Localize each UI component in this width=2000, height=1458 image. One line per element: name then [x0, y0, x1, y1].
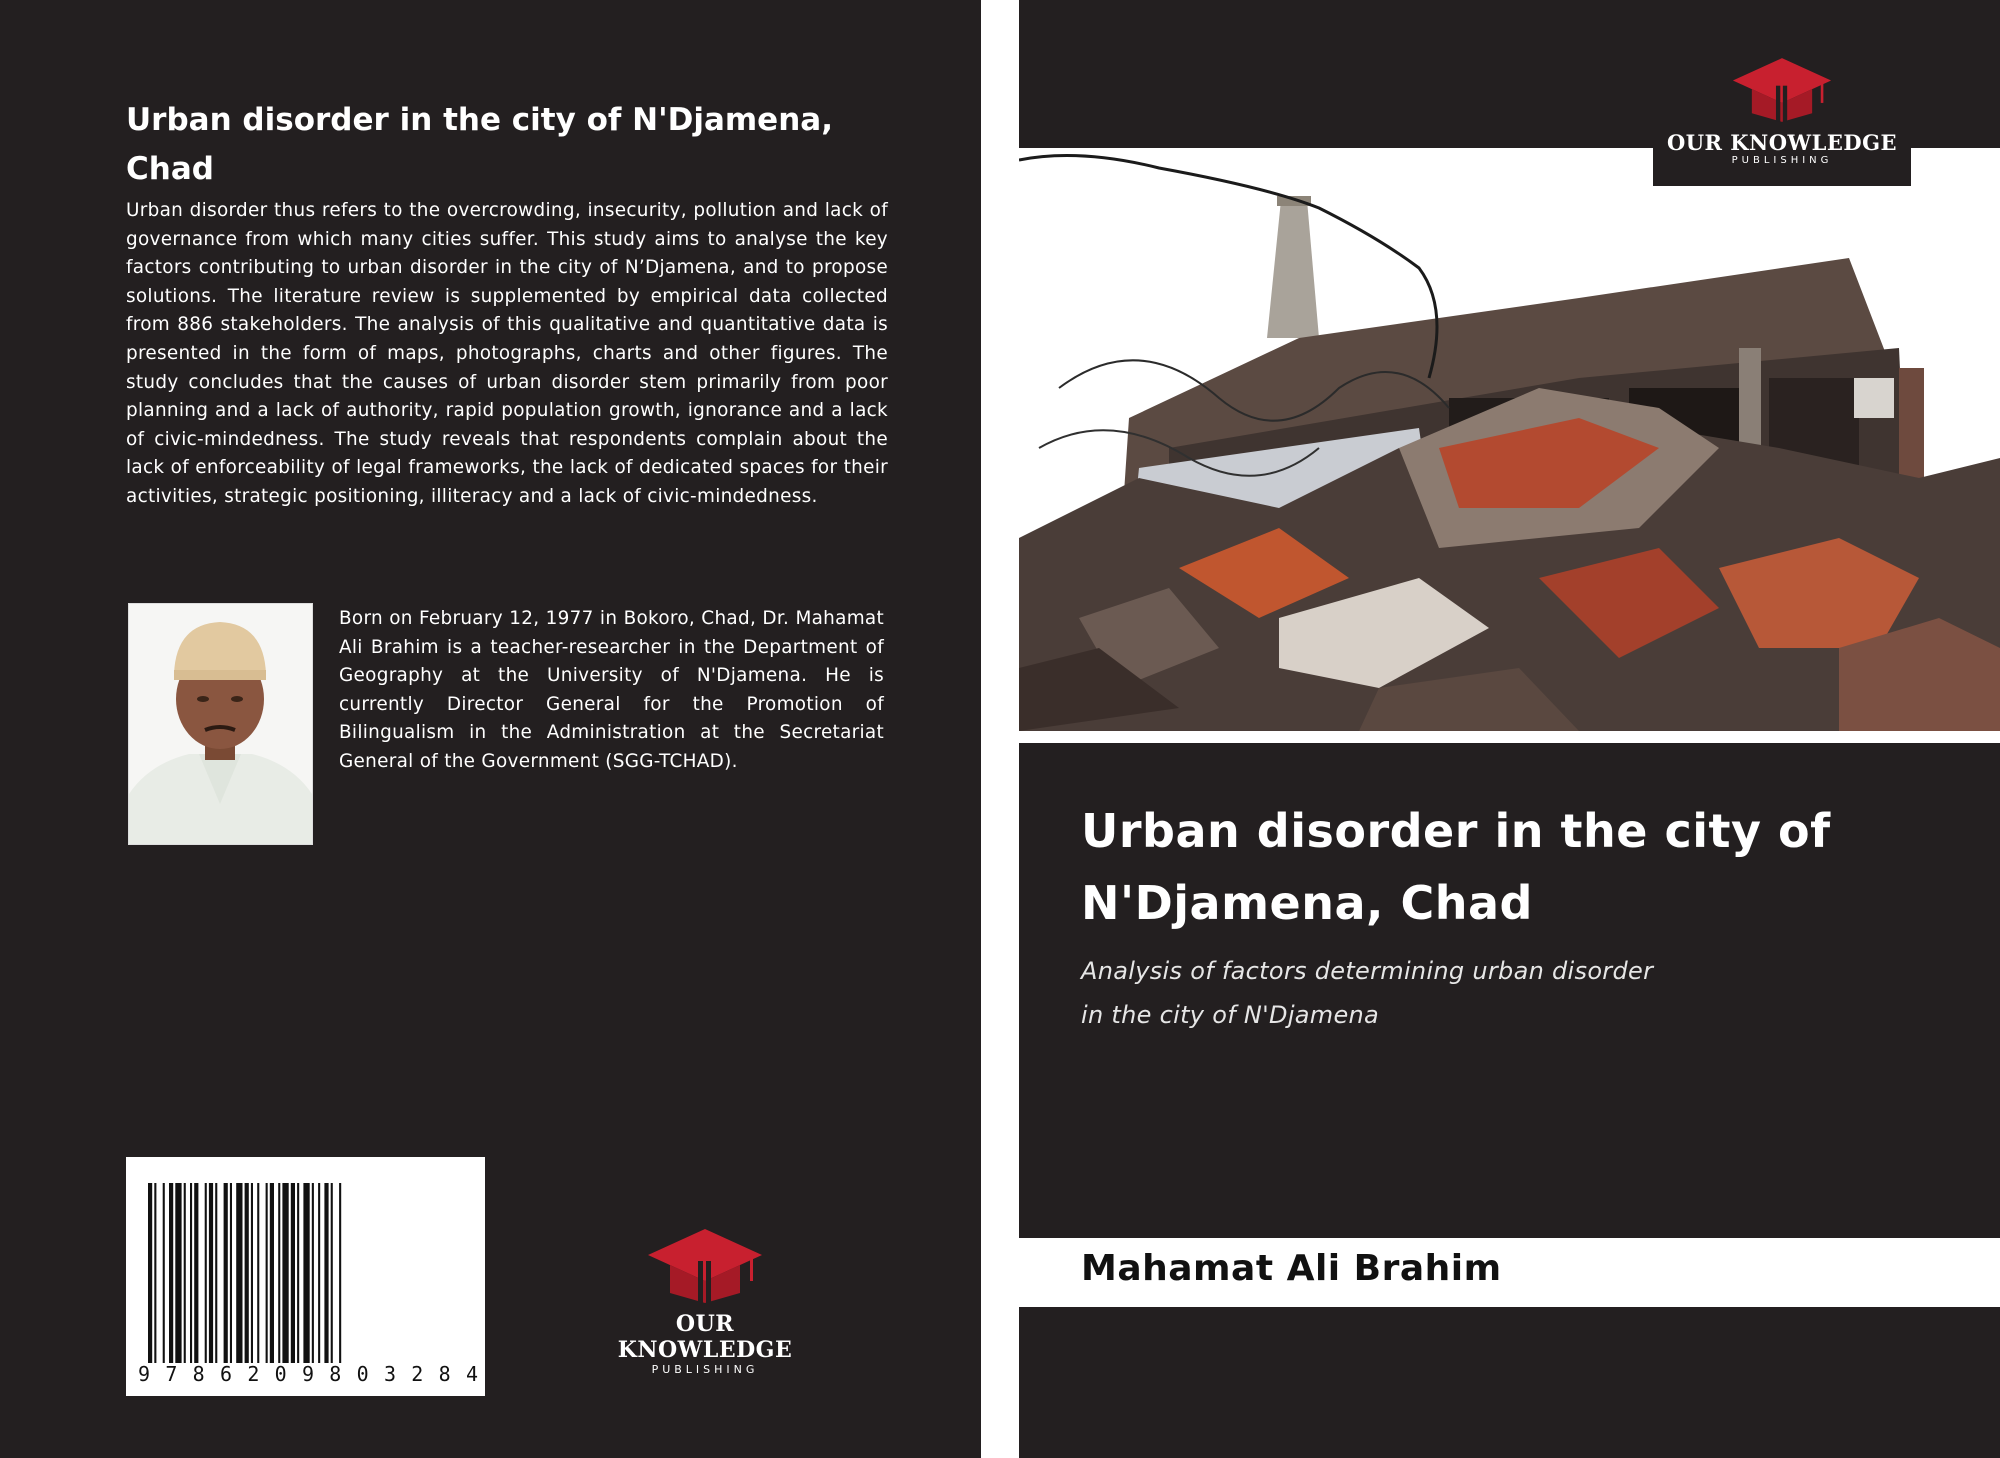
back-publisher-logo [585, 1225, 825, 1376]
spine-gap [981, 0, 1019, 1458]
author-bio: Born on February 12, 1977 in Bokoro, Chad, Dr. Mahamat Ali Brahim is a teacher-researcher in the Department of Geography at the University of N'Djamena. He is currently Director General for the Promotion of Bilingualism in the Administration at the Secretariat General of the Government (SGG-TCHAD). [339, 608, 884, 772]
author-photo [128, 603, 313, 845]
front-cover-bottom [1019, 1307, 2000, 1458]
barcode-digit: 2 [247, 1362, 260, 1386]
barcode-digit: 8 [329, 1362, 342, 1386]
barcode-bar [278, 1183, 280, 1363]
barcode-bar [194, 1183, 198, 1363]
barcode-bar [224, 1183, 228, 1363]
barcode-bar [303, 1183, 309, 1363]
barcode-digit: 0 [274, 1362, 287, 1386]
graduation-cap-icon [640, 1225, 770, 1307]
barcode-bar [251, 1183, 253, 1363]
barcode-bar [339, 1183, 341, 1363]
barcode-bar [163, 1183, 165, 1363]
barcode-bar [291, 1183, 295, 1363]
barcode-digit: 8 [192, 1362, 205, 1386]
barcode-bar [148, 1183, 152, 1363]
barcode-digit: 9 [301, 1362, 315, 1386]
barcode-digit: 9 [138, 1362, 151, 1386]
barcode-bar [230, 1183, 232, 1363]
front-cover-subtitle-line2: in the city of N'Djamena [1081, 1001, 1380, 1029]
back-cover-title: Urban disorder in the city of N'Djamena, Chad [126, 102, 833, 187]
barcode-bar [312, 1183, 314, 1363]
barcode-digit: 3 [383, 1362, 396, 1386]
barcode-bar [215, 1183, 217, 1363]
barcode-bar [154, 1183, 156, 1363]
barcode-bar [190, 1183, 192, 1363]
front-publisher-sub: PUBLISHING [1731, 155, 1833, 166]
barcode [126, 1157, 485, 1396]
barcode-digit: 8 [438, 1362, 451, 1386]
back-publisher-name: OUR KNOWLEDGE [617, 1311, 793, 1363]
barcode-bar [236, 1183, 242, 1363]
barcode-bar [184, 1183, 186, 1363]
barcode-bar [266, 1183, 268, 1363]
barcode-bar [270, 1183, 274, 1363]
barcode-bar [257, 1183, 259, 1363]
back-publisher-sub: PUBLISHING [651, 1363, 759, 1376]
barcode-digit: 0 [356, 1362, 369, 1386]
back-cover-blurb: Urban disorder thus refers to the overcrowding, insecurity, pollution and lack of governance from which many cities suffer. This study aims to analyse the key factors contributing to urban disorder in the city of N’Djamena, and to propose solutions. The literature review is supplemented by empirical data collected from 886 stakeholders. The analysis of this qualitative and quantitative data is presented in the form of maps, photographs, charts and other figures. The study concludes that the causes of urban disorder stem primarily from poor planning and a lack of authority, rapid population growth, ignorance and a lack of civic-mindedness. The study reveals that respondents complain about the lack of enforceability of legal frameworks, the lack of dedicated spaces for their activities, strategic positioning, illiteracy and a lack of civic-mindedness. [126, 200, 888, 507]
front-cover-title: Urban disorder in the city of N'Djamena, Chad [1081, 804, 1831, 930]
barcode-digit: 7 [165, 1362, 178, 1386]
barcode-digit: 2 [411, 1362, 424, 1386]
barcode-bar [169, 1183, 173, 1363]
graduation-cap-icon [1726, 54, 1838, 126]
barcode-bar [331, 1183, 333, 1363]
front-cover-subtitle [1081, 949, 1781, 1037]
front-publisher-logo-box [1653, 0, 1911, 186]
barcode-digit: 4 [465, 1362, 478, 1386]
cover-photo-rubble [1019, 148, 2000, 731]
front-publisher-logo [1653, 54, 1911, 166]
front-publisher-name: OUR KNOWLEDGE [1666, 130, 1898, 155]
barcode-bar [175, 1183, 181, 1363]
barcode-bar [209, 1183, 213, 1363]
barcode-digits [138, 1362, 478, 1386]
barcode-bar [324, 1183, 328, 1363]
barcode-bar [318, 1183, 320, 1363]
barcode-bar [297, 1183, 299, 1363]
front-cover-subtitle-line1: Analysis of factors determining urban disorder [1081, 957, 1654, 985]
front-cover-author: Mahamat Ali Brahim [1081, 1248, 1502, 1289]
barcode-bar [282, 1183, 288, 1363]
barcode-digit: 6 [219, 1362, 233, 1386]
barcode-bar [205, 1183, 207, 1363]
barcode-bar [245, 1183, 249, 1363]
